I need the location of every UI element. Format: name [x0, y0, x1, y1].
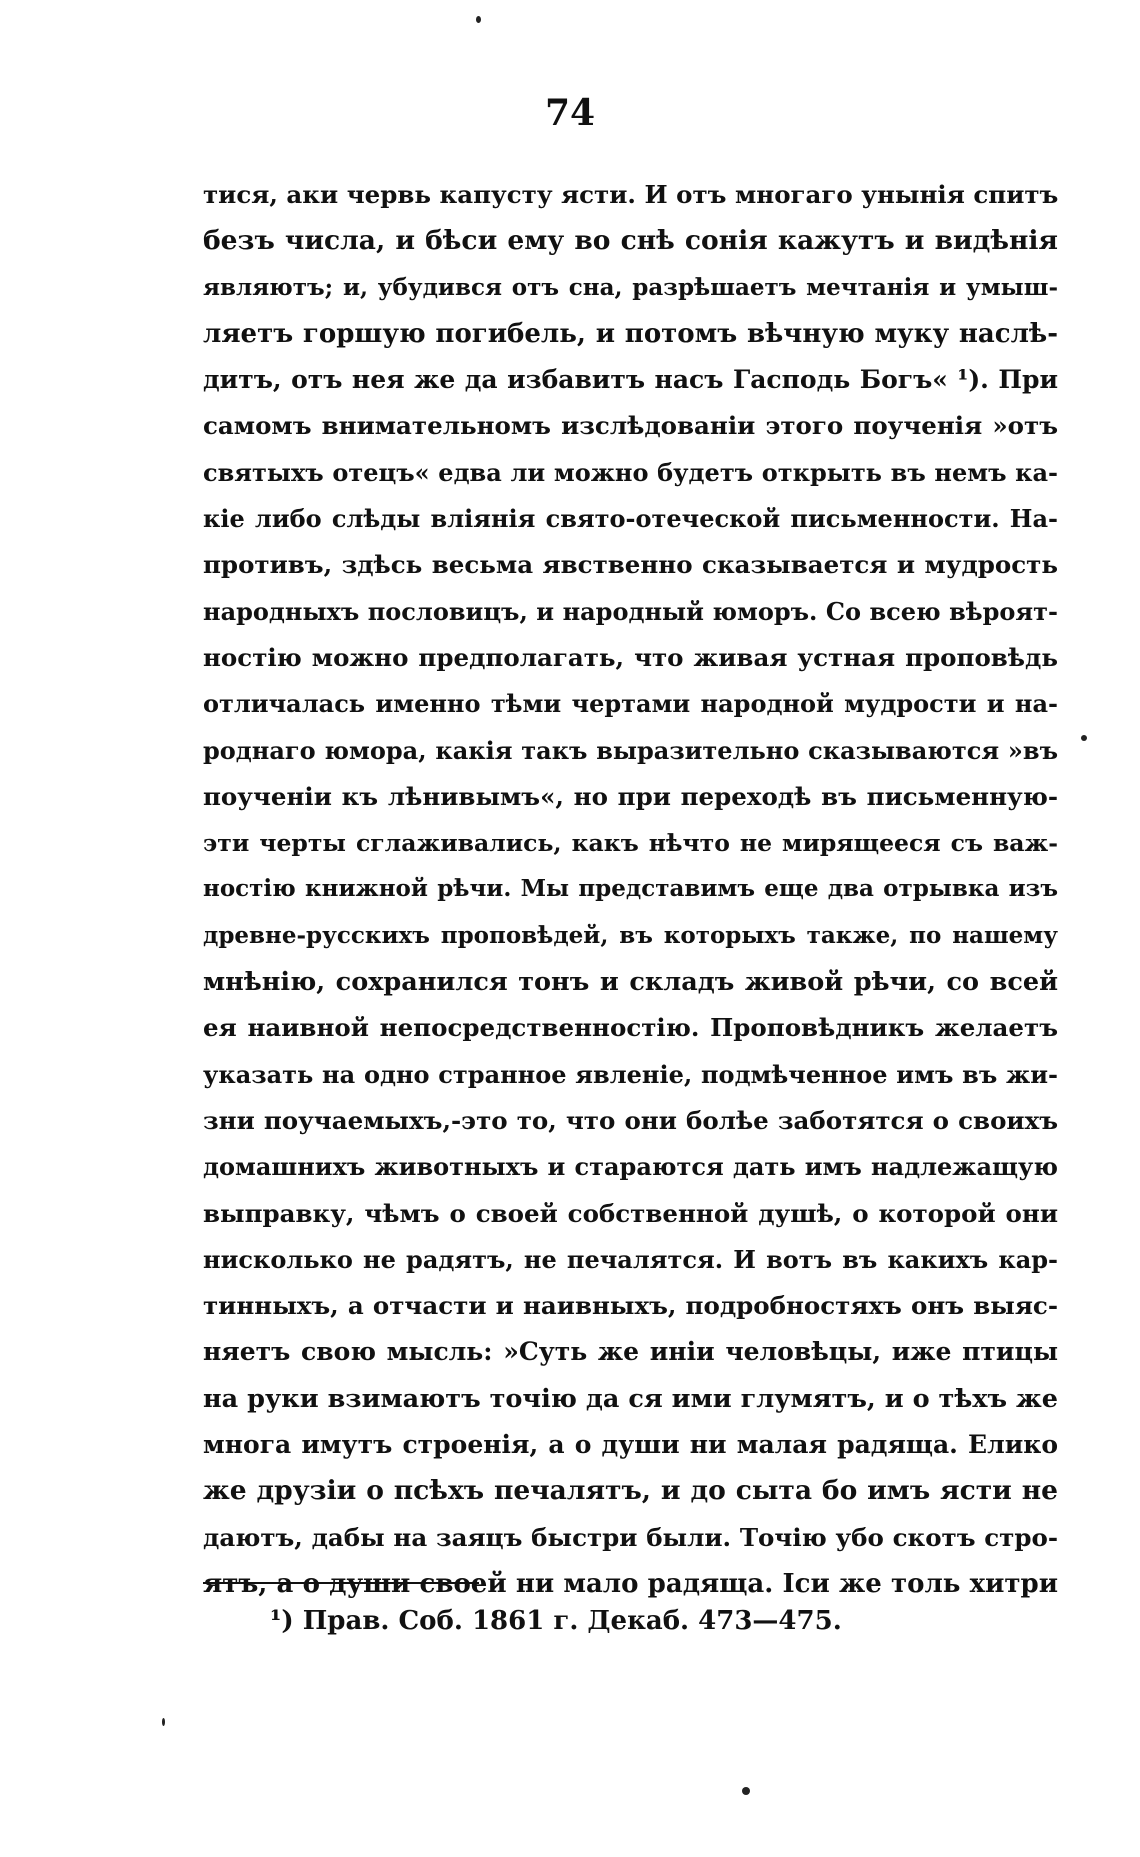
text-line: указать на одно странное явленіе, подмѣченное имъ въ жи- [203, 1059, 1058, 1089]
text-line: эти черты сглаживались, какъ нѣчто не мирящееся съ важ- [203, 829, 1058, 858]
text-line: многа имутъ строенія, а о души ни малая радяща. Елико [203, 1430, 1058, 1460]
text-line: нисколько не радятъ, не печалятся. И вотъ въ какихъ кар- [203, 1244, 1058, 1274]
text-line: ятъ, а о души своей ни мало радяща. Іси же толь хитри [203, 1568, 1058, 1599]
text-line: же друзіи о псѣхъ печалятъ, и до сыта бо имъ ясти не [203, 1475, 1058, 1507]
text-line: поученіи къ лѣнивымъ«, но при переходѣ въ письменную- [203, 781, 1058, 811]
text-line: кіе либо слѣды вліянія свято-отеческой письменности. На- [203, 504, 1058, 534]
text-line: древне-русскихъ проповѣдей, въ которыхъ также, по нашему [203, 921, 1058, 949]
text-line: самомъ внимательномъ изслѣдованіи этого поученія »отъ [203, 411, 1058, 441]
text-line: отличалась именно тѣми чертами народной мудрости и на- [203, 689, 1058, 719]
footnote: ¹) Прав. Соб. 1861 г. Декаб. 473—475. [270, 1606, 842, 1636]
text-line: даютъ, дабы на заяцъ быстри были. Точію убо скотъ стро- [203, 1522, 1058, 1552]
text-line: домашнихъ животныхъ и стараются дать имъ надлежащую [203, 1152, 1058, 1182]
text-line: безъ числа, и бѣси ему во снѣ сонія кажутъ и видѣнія [203, 225, 1058, 257]
text-line: ностію можно предполагать, что живая устная проповѣдь [203, 642, 1058, 672]
scan-speck [162, 1718, 165, 1726]
text-line: няетъ свою мысль: »Суть же иніи человѣцы, иже птицы [203, 1337, 1058, 1367]
text-line: ляетъ горшую погибель, и потомъ вѣчную муку наслѣ- [203, 318, 1058, 349]
text-line: зни поучаемыхъ,-это то, что они болѣе заботятся о своихъ [203, 1105, 1058, 1135]
text-line: ностію книжной рѣчи. Мы представимъ еще два отрывка изъ [203, 875, 1058, 903]
scan-speck [742, 1787, 750, 1795]
footnote-rule [203, 1582, 479, 1584]
text-line: тинныхъ, а отчасти и наивныхъ, подробностяхъ онъ выяс- [203, 1291, 1058, 1321]
text-line: выправку, чѣмъ о своей собственной душѣ, о которой они [203, 1198, 1058, 1228]
text-line: являютъ; и, убудився отъ сна, разрѣшаетъ мечтанія и умыш- [203, 273, 1058, 301]
text-line: на руки взимаютъ точію да ся ими глумятъ, и о тѣхъ же [203, 1383, 1058, 1414]
text-line: роднаго юмора, какія такъ выразительно сказываются »въ [203, 735, 1058, 765]
text-line: мнѣнію, сохранился тонъ и складъ живой рѣчи, со всей [203, 967, 1058, 998]
text-line: тися, аки червь капусту ясти. И отъ многаго унынія спитъ [203, 180, 1058, 209]
text-line: святыхъ отецъ« едва ли можно будетъ открыть въ немъ ка- [203, 457, 1058, 487]
text-line: ея наивной непосредственностію. Проповѣдникъ желаетъ [203, 1013, 1058, 1043]
text-line: народныхъ пословицъ, и народный юморъ. Со всею вѣроят- [203, 596, 1058, 626]
scan-speck [1081, 735, 1087, 741]
page-number: 74 [544, 92, 596, 134]
text-line: дитъ, отъ нея же да избавитъ насъ Гасподь Богъ« ¹). При [203, 365, 1058, 395]
scan-speck [476, 16, 481, 23]
text-line: противъ, здѣсь весьма явственно сказывается и мудрость [203, 550, 1058, 580]
body-text [203, 172, 1058, 1607]
